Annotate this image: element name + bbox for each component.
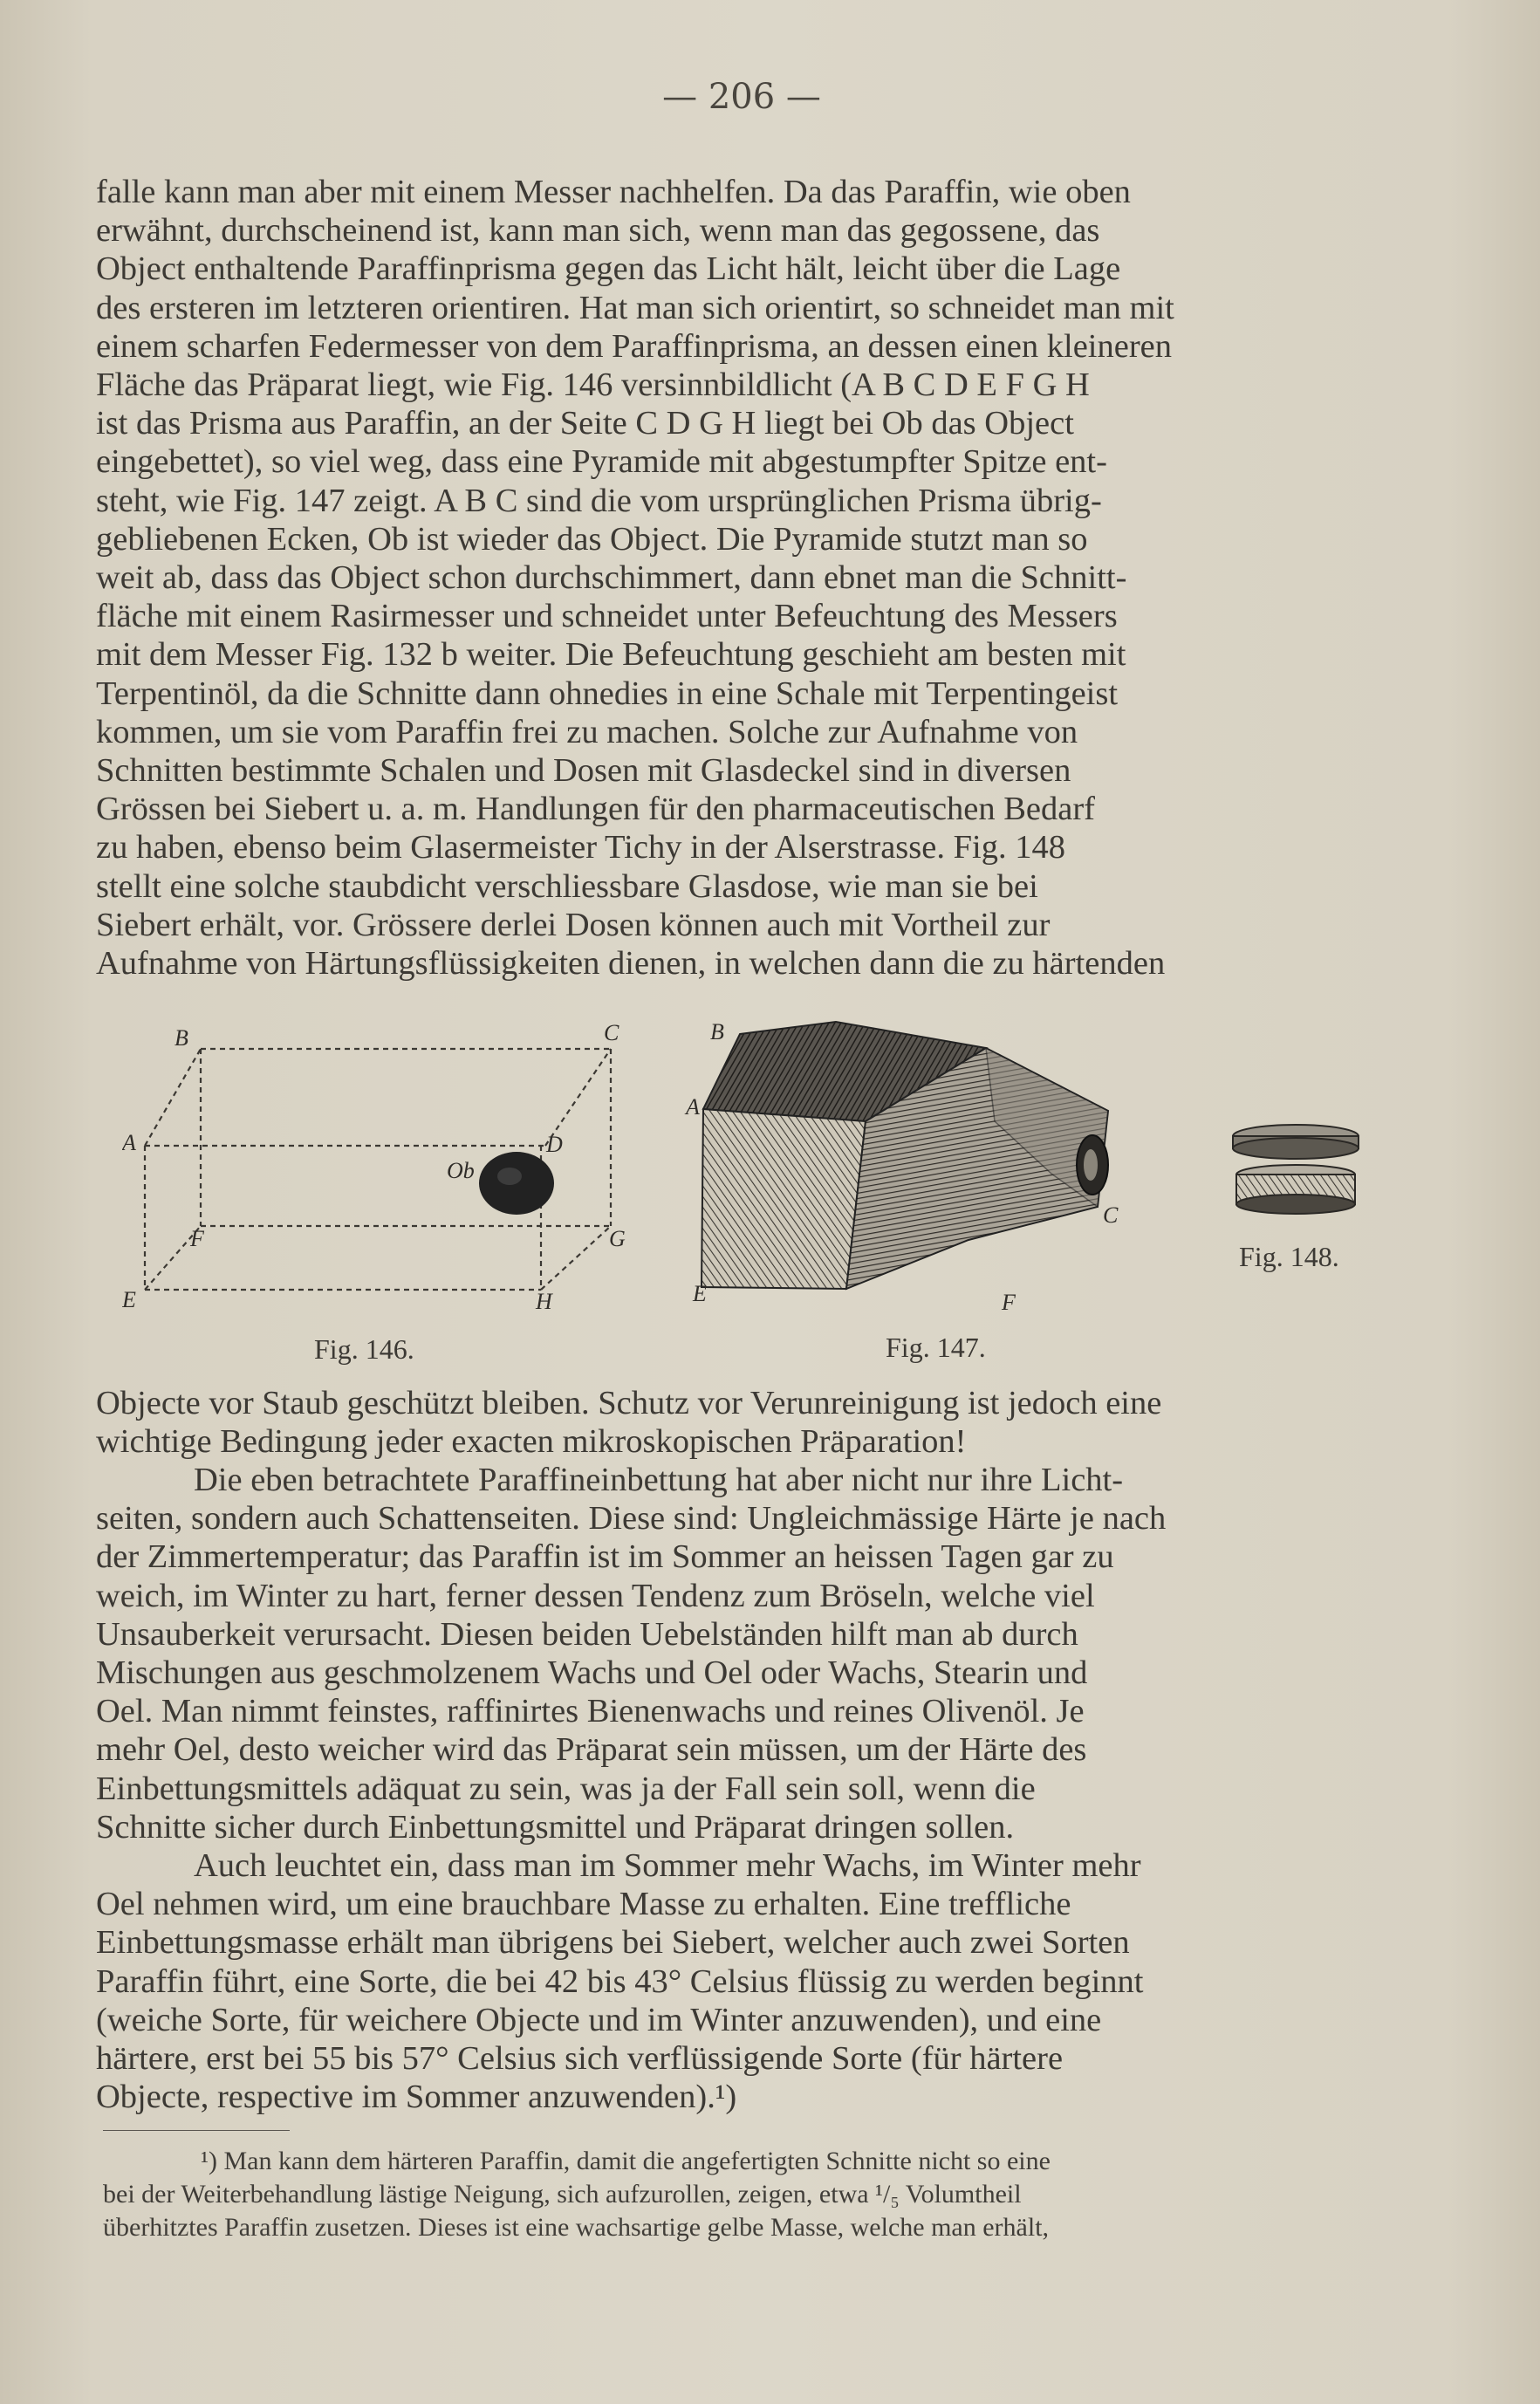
label-a: A <box>686 1094 700 1120</box>
text-line: Einbettungsmasse erhält man übrigens bei Siebert, welcher auch zwei Sorten <box>96 1924 1130 1962</box>
text-line: stellt eine solche staubdicht verschliessbare Glasdose, wie man sie bei <box>96 867 1038 905</box>
paragraph-1 <box>96 173 1386 983</box>
page-number: — 206 — <box>662 77 821 117</box>
label-c: C <box>1103 1202 1119 1228</box>
text-line: fläche mit einem Rasirmesser und schneidet unter Befeuchtung des Messers <box>96 598 1118 635</box>
text-line: Schnitte sicher durch Einbettungsmittel und Präparat dringen sollen. <box>96 1808 1015 1846</box>
label-b: B <box>710 1019 724 1044</box>
text-line: mit dem Messer Fig. 132 b weiter. Die Befeuchtung geschieht am besten mit <box>96 636 1126 674</box>
text-line: ist das Prisma aus Paraffin, an der Seite C D G H liegt bei Ob das Object <box>96 405 1074 442</box>
label-f: F <box>1002 1290 1016 1315</box>
text-line: erwähnt, durchscheinend ist, kann man sich, wenn man das gegossene, das <box>96 212 1100 250</box>
text-line: der Zimmertemperatur; das Paraffin ist im Sommer an heissen Tagen gar zu <box>96 1538 1114 1576</box>
label-ob: Ob <box>447 1158 475 1183</box>
text-line: weich, im Winter zu hart, ferner dessen Tendenz zum Bröseln, welche viel <box>96 1577 1095 1614</box>
text-line: Auch leuchtet ein, dass man im Sommer mehr Wachs, im Winter mehr <box>194 1847 1141 1884</box>
label-b: B <box>175 1025 188 1051</box>
text-line: Siebert erhält, vor. Grössere derlei Dosen können auch mit Vortheil zur <box>96 906 1051 943</box>
text-line: (weiche Sorte, für weichere Objecte und im Winter anzuwenden), und eine <box>96 2001 1102 2038</box>
text-line: Fläche das Präparat liegt, wie Fig. 146 versinnbildlicht (A B C D E F G H <box>96 366 1090 404</box>
text-line: Unsauberkeit verursacht. Diesen beiden Uebelständen hilft man ab durch <box>96 1615 1078 1653</box>
caption-fig-147: Fig. 147. <box>886 1332 986 1363</box>
text-line: kommen, um sie vom Paraffin frei zu machen. Solche zur Aufnahme von <box>96 713 1078 750</box>
label-f: F <box>190 1226 204 1251</box>
text-line: seiten, sondern auch Schattenseiten. Diese sind: Ungleichmässige Härte je nach <box>96 1500 1167 1538</box>
caption-fig-148: Fig. 148. <box>1239 1241 1339 1272</box>
text-line: gebliebenen Ecken, Ob ist wieder das Object. Die Pyramide stutzt man so <box>96 520 1088 558</box>
text-line: Mischungen aus geschmolzenem Wachs und Oel oder Wachs, Stearin und <box>96 1654 1088 1692</box>
paragraph-4 <box>96 1846 1386 2116</box>
label-c: C <box>604 1020 619 1045</box>
label-e: E <box>122 1287 136 1312</box>
label-h: H <box>536 1289 552 1314</box>
label-d: D <box>546 1132 563 1157</box>
footnote-line: bei der Weiterbehandlung lästige Neigung, sich aufzurollen, zeigen, etwa ¹/₅ Volumtheil <box>103 2180 1022 2209</box>
text-line: Paraffin führt, eine Sorte, die bei 42 bis 43° Celsius flüssig zu werden beginnt <box>96 1962 1144 2000</box>
figure-146-prism-diagram <box>122 1012 646 1326</box>
figure-148-glass-dish <box>1226 1115 1365 1229</box>
label-e: E <box>693 1281 707 1306</box>
text-line: falle kann man aber mit einem Messer nachhelfen. Da das Paraffin, wie oben <box>96 174 1131 210</box>
text-line: Oel. Man nimmt feinstes, raffinirtes Bienenwachs und reines Olivenöl. Je <box>96 1693 1085 1730</box>
text-line: Objecte, respective im Sommer anzuwenden).¹) <box>96 2079 737 2116</box>
figure-147-pyramid-drawing <box>681 1017 1195 1331</box>
text-line: Objecte vor Staub geschützt bleiben. Schutz vor Verunreinigung ist jedoch eine <box>96 1385 1162 1421</box>
paragraph-2 <box>96 1384 1386 1461</box>
text-line: zu haben, ebenso beim Glasermeister Tichy in der Alserstrasse. Fig. 148 <box>96 829 1065 866</box>
text-line: Schnitten bestimmte Schalen und Dosen mit Glasdeckel sind in diversen <box>96 752 1071 790</box>
footnote-rule <box>103 2130 290 2131</box>
text-line: einem scharfen Federmesser von dem Paraffinprisma, an dessen einen kleineren <box>96 327 1172 365</box>
text-line: härtere, erst bei 55 bis 57° Celsius sich verflüssigende Sorte (für härtere <box>96 2040 1064 2078</box>
text-line: Grössen bei Siebert u. a. m. Handlungen für den pharmaceutischen Bedarf <box>96 791 1095 828</box>
paragraph-3 <box>96 1461 1386 1846</box>
label-a: A <box>122 1130 136 1155</box>
footnote-line: ¹) Man kann dem härteren Paraffin, damit die angefertigten Schnitte nicht so eine <box>201 2147 1051 2175</box>
text-line: Die eben betrachtete Paraffineinbettung hat aber nicht nur ihre Licht- <box>194 1462 1124 1498</box>
text-line: Oel nehmen wird, um eine brauchbare Masse zu erhalten. Eine treffliche <box>96 1886 1071 1923</box>
label-g: G <box>609 1226 626 1251</box>
text-line: Terpentinöl, da die Schnitte dann ohnedies in eine Schale mit Terpentingeist <box>96 675 1119 712</box>
text-line: mehr Oel, desto weicher wird das Präparat sein müssen, um der Härte des <box>96 1731 1087 1769</box>
text-line: eingebettet), so viel weg, dass eine Pyramide mit abgestumpfter Spitze ent- <box>96 443 1107 481</box>
text-line: wichtige Bedingung jeder exacten mikroskopischen Präparation! <box>96 1423 967 1461</box>
footnote-line: überhitztes Paraffin zusetzen. Dieses ist eine wachsartige gelbe Masse, welche man erhält, <box>103 2213 1050 2242</box>
text-line: steht, wie Fig. 147 zeigt. A B C sind die vom ursprünglichen Prisma übrig- <box>96 482 1102 519</box>
text-line: Einbettungsmittels adäquat zu sein, was ja der Fall sein soll, wenn die <box>96 1770 1036 1807</box>
prism-front-face <box>702 1109 866 1289</box>
caption-fig-146: Fig. 146. <box>314 1333 414 1365</box>
text-line: Object enthaltende Paraffinprisma gegen das Licht hält, leicht über die Lage <box>96 250 1121 288</box>
footnote <box>103 2145 1387 2244</box>
text-line: weit ab, dass das Object schon durchschimmert, dann ebnet man die Schnitt- <box>96 559 1127 597</box>
text-line: Aufnahme von Härtungsflüssigkeiten dienen, in welchen dann die zu härtenden <box>96 945 1166 983</box>
text-line: des ersteren im letzteren orientiren. Hat man sich orientirt, so schneidet man mit <box>96 289 1174 326</box>
